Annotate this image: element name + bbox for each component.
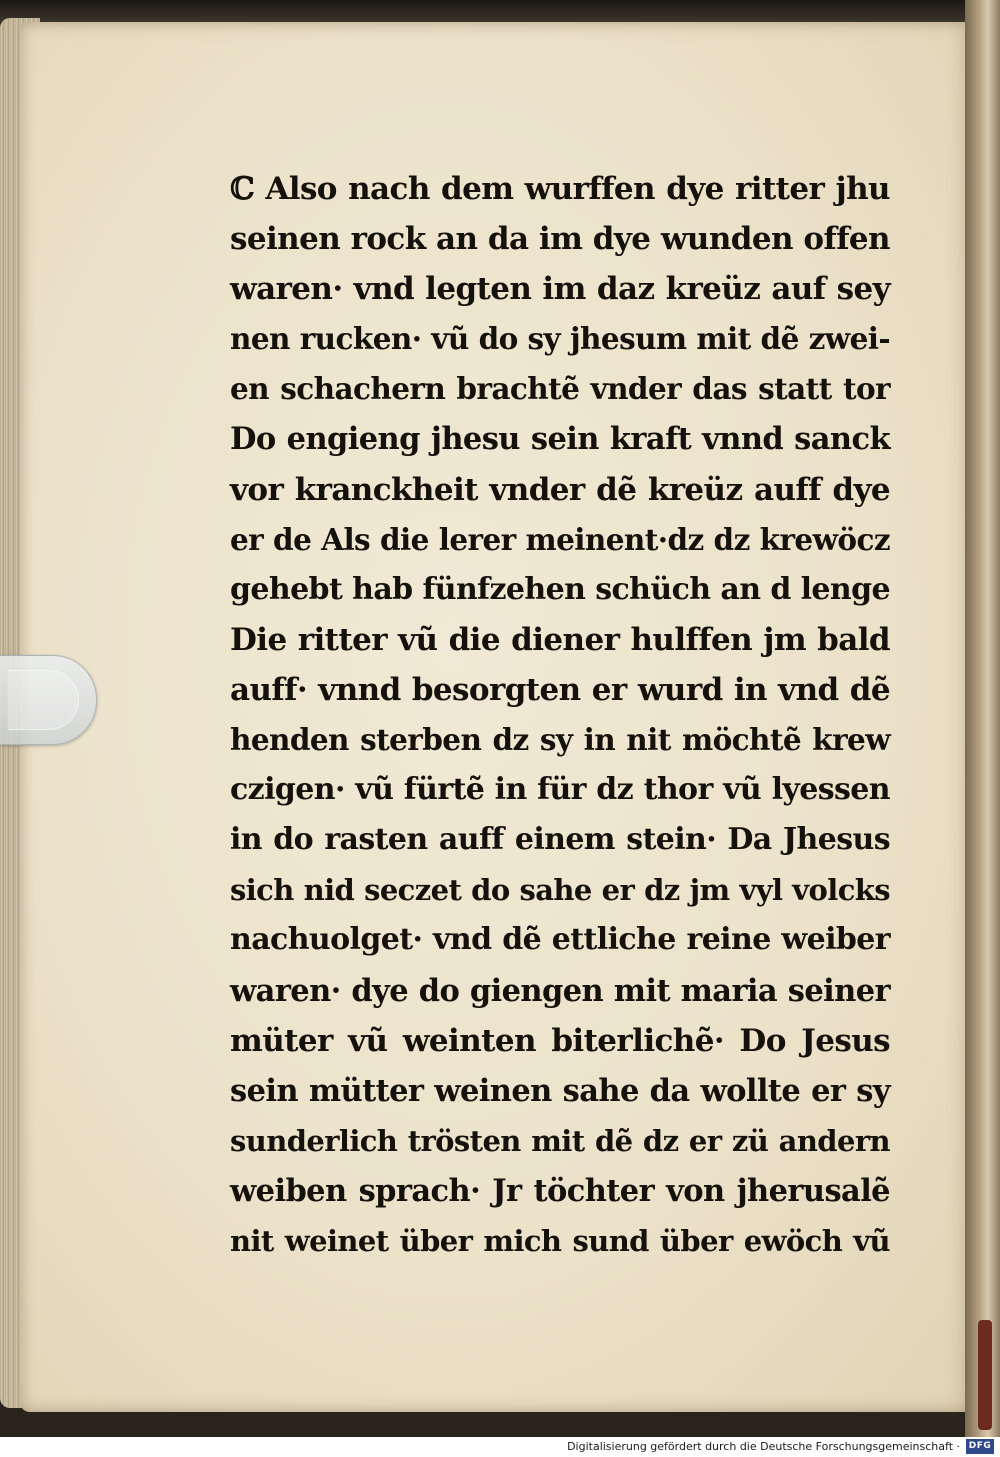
text-line: gehebt hab fünfzehen schüch an d lenge xyxy=(230,571,890,607)
binding-red-edge xyxy=(978,1320,992,1430)
text-line: waren· dye do giengen mit maria seiner xyxy=(230,972,890,1009)
plastic-clip-inner xyxy=(8,670,79,730)
funding-credit: Digitalisierung gefördert durch die Deutsche Forschungsgemeinschaft · xyxy=(567,1440,960,1453)
text-line: sein mütter weinen sahe da wollte er sy xyxy=(230,1072,890,1109)
text-line: müter vũ weinten biterlichẽ· Do Jesus xyxy=(230,1022,890,1059)
text-line: seinen rock an da im dye wunden offen xyxy=(230,221,890,258)
text-line: henden sterben dz sy in nit möchtẽ krew xyxy=(230,722,890,758)
text-line: nit weinet über mich sund über ewöch vũ xyxy=(230,1223,890,1258)
text-line: sunderlich trösten mit dẽ dz er zü andern xyxy=(230,1123,890,1158)
plastic-clip xyxy=(0,655,97,745)
text-line: in do rasten auff einem stein· Da Jhesus xyxy=(230,822,890,858)
book-gutter xyxy=(965,0,1000,1437)
text-line: nen rucken· vũ do sy jhesum mit dẽ zwei- xyxy=(230,321,890,357)
text-line: waren· vnd legten im daz kreüz auf sey xyxy=(230,271,890,308)
book-top-shadow xyxy=(0,0,1000,22)
text-line: ℂ Also nach dem wurffen dye ritter jhu xyxy=(230,171,890,207)
text-line: en schachern brachtẽ vnder das statt tor xyxy=(230,371,890,407)
text-line: auff· vnnd besorgten er wurd in vnd dẽ xyxy=(230,671,890,708)
text-line: vor kranckheit vnder dẽ kreüz auff dye xyxy=(230,471,890,508)
text-line: sich nid seczet do sahe er dz jm vyl volcks xyxy=(230,873,890,908)
dfg-logo[interactable]: DFG xyxy=(966,1439,994,1454)
page-text-block xyxy=(230,164,890,1266)
footer-bar xyxy=(0,1437,1000,1457)
text-line: czigen· vũ fürtẽ in für dz thor vũ lyessen xyxy=(230,772,890,808)
text-line: nachuolget· vnd dẽ ettliche reine weiber xyxy=(230,922,890,958)
text-line: weiben sprach· Jr töchter von jherusalẽ xyxy=(230,1172,890,1209)
text-line: Die ritter vũ die diener hulffen jm bald xyxy=(230,621,890,658)
text-line: er de Als die lerer meinent·dz dz krewöcz xyxy=(230,521,890,557)
text-line: Do engieng jhesu sein kraft vnnd sanck xyxy=(230,421,890,458)
